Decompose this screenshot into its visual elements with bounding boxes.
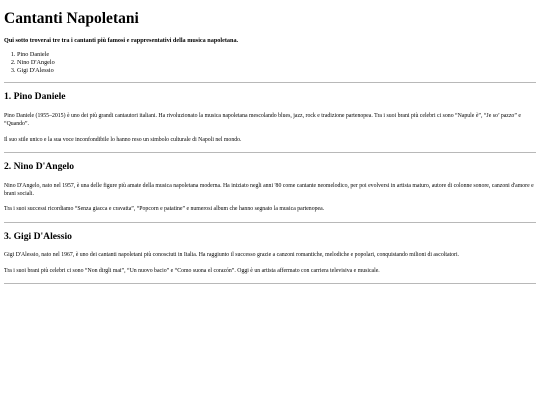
section-gigi-dalessio (4, 232, 536, 283)
section-paragraph: Pino Daniele (1955–2015) è uno dei più grandi cantautori italiani. Ha rivoluzionato la musica napoletana mescolando blues, jazz, rock e tradizione partenopea. Tra i suoi brani più celebri ci sono “Napule è”, “Je so’ pazzo” e “Quando”. (4, 112, 521, 128)
section-title: 2. Nino D'Angelo (4, 161, 75, 173)
section-paragraph: Il suo stile unico e la sua voce inconfondibile lo hanno reso un simbolo culturale di Napoli nel mondo. (4, 136, 242, 143)
section-paragraph: Nino D'Angelo, nato nel 1957, è una delle figure più amate della musica napoletana moderna. Ha iniziato negli anni '80 come cantante neomelodico, per poi evolversi in artista maturo, autore di colonne sonore, canzoni d'amore e brani sociali. (4, 182, 534, 197)
section-title: 3. Gigi D'Alessio (4, 230, 72, 242)
divider (4, 82, 536, 83)
section-nino-dangelo (4, 162, 536, 222)
section-paragraph: Tra i suoi successi ricordiamo “Senza giacca e cravatta”, “Popcorn e patatine” e numerosi album che hanno segnato la musica partenopea. (4, 206, 325, 213)
section-title: 1. Pino Daniele (4, 91, 66, 103)
section-pino-daniele (4, 92, 536, 152)
section-paragraph: Tra i suoi brani più celebri ci sono “Non dirgli mai”, “Un nuovo bacio” e “Como suona el corazón”. Oggi è un artista affermato con carriera televisiva e musicale. (4, 267, 380, 274)
section-paragraph: Gigi D'Alessio, nato nel 1967, è uno dei cantanti napoletani più conosciuti in Italia. Ha raggiunto il successo grazie a canzoni romantiche, melodiche e popolari, conquistando milioni di ascoltatori. (4, 252, 460, 259)
divider (4, 283, 536, 284)
toc-item-gigi-dalessio: 3. Gigi D'Alessio (17, 67, 536, 75)
page-title: Cantanti Napoletani (4, 10, 139, 27)
divider (4, 222, 536, 223)
toc-item-pino-daniele: 1. Pino Daniele (17, 51, 536, 59)
table-of-contents (4, 51, 536, 75)
divider (4, 152, 536, 153)
toc-item-nino-dangelo: 2. Nino D'Angelo (17, 59, 536, 67)
intro-text: Qui sotto troverai tre tra i cantanti più famosi e rappresentativi della musica napoletana. (4, 37, 239, 45)
